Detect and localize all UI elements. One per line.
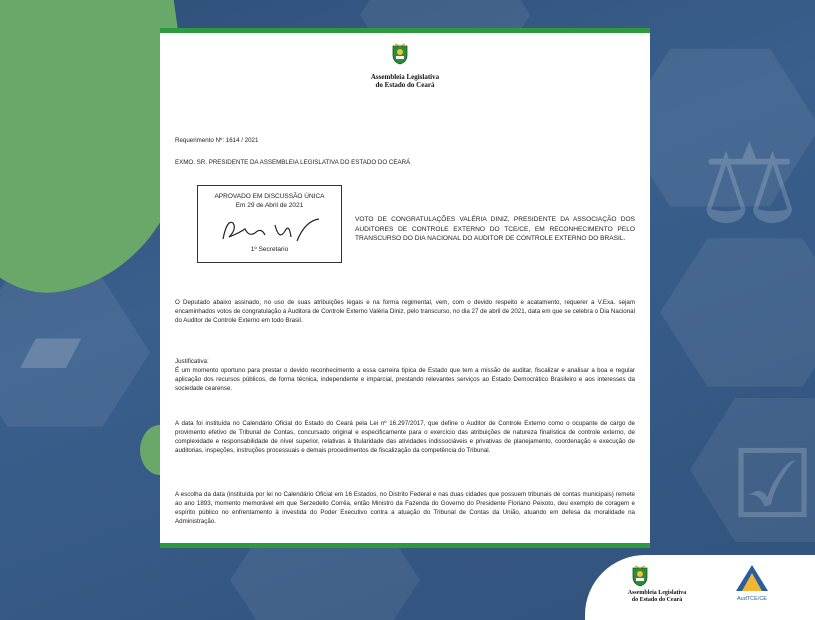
scales-of-justice-icon: ⚖ (700, 120, 799, 248)
footer-line: Assembleia Legislativa (627, 590, 687, 596)
paragraph: O Deputado abaixo assinado, no uso de suas atribuições legais e na forma regimental, vem, com o devido respeito e acatamento, requerer a V.Exa. sejam encaminhados votos de congratulação a Auditora de Controle Externo Valéria Diniz, pelo transcurso, no dia 27 de abril de 2021, data em que se celebra o Dia Nacional do Auditor de Controle Externo em todo Brasil. (175, 299, 635, 324)
document-page (160, 28, 650, 548)
vote-title: VOTO DE CONGRATULAÇÕES VALÉRIA DINIZ, PRESIDENTE DA ASSOCIAÇÃO DOS AUDITORES DE CONTROLE EXTERNO DO TCE/CE, EM RECONHECIMENTO PELO TRANSCURSO DO DIA NACIONAL DO AUDITOR DE CONTROLE EXTERNO DO BRASIL. (355, 216, 635, 243)
approval-stamp (197, 185, 342, 263)
hexagon-decoration (660, 230, 815, 395)
footer-institution (612, 590, 702, 604)
paragraph: É um momento oportuno para prestar o devido reconhecimento a essa carreira típica de Estado que tem a missão de auditar, fiscalizar e analisar a boa e regular aplicação dos recursos públicos, de forma técnica, independente e imparcial, prestando relevantes serviços ao Estado Democrático Brasileiro e aos interesses da sociedade cearense. (175, 367, 635, 392)
institution-name (175, 73, 635, 89)
institution-line: Assembleia Legislativa (370, 73, 440, 81)
paragraph: A data foi instituída no Calendário Oficial do Estado do Ceará pela Lei nº 16.297/2017, que define o Auditor de Controle Externo como o ocupante de cargo de provimento efetivo de Tribunal de Contas, concursado original e especificamente para o exercício das atribuições de natureza finalística de controle externo, de complexidade e responsabilidade de nível superior, relativas à titularidade das atividades indissociáveis e privativas de planejamento, coordenação e execução de auditorias, inspeções, instruções processuais e demais procedimentos de fiscalização da competência do Tribunal. (175, 420, 635, 454)
coat-of-arms-icon (630, 565, 650, 587)
signature (215, 215, 325, 245)
justificativa-label: Justificativa: (175, 358, 209, 365)
audtce-triangle-logo (732, 563, 772, 593)
audtce-label: AudTCE/CE (737, 596, 767, 602)
paragraph: A escolha da data (instituída por lei no Calendário Oficial em 16 Estados, no Distrito Federal e nas duas cidades que possuem tribunais de contas municipais) remete ao ano 1893, momento memorável em que Serzedello Corrêa, então Ministro da Fazenda do Governo do Presidente Floriano Peixoto, deu exemplo de coragem e espírito público no enfrentamento à investida do Poder Executivo contra a atuação do Tribunal de Contas da União, atuando em defesa da moralidade na Administração. (175, 491, 635, 525)
addressee: EXMO. SR. PRESIDENTE DA ASSEMBLEIA LEGISLATIVA DO ESTADO DO CEARÁ (175, 159, 411, 166)
graduation-cap-icon: ▰ (20, 300, 82, 393)
stamp-title: APROVADO EM DISCUSSÃO ÚNICA (214, 193, 325, 200)
institution-line: do Estado do Ceará (375, 81, 435, 90)
footer-panel (585, 555, 815, 620)
stamp-role: 1º Secretario (250, 245, 289, 253)
footer-line: do Estado do Ceará (631, 596, 683, 603)
requerimento-number: Requerimento Nº: 1614 / 2021 (175, 137, 259, 144)
stamp-date: Em 29 de Abril de 2021 (235, 202, 304, 210)
clipboard-checklist-icon: ☑ (730, 430, 815, 540)
